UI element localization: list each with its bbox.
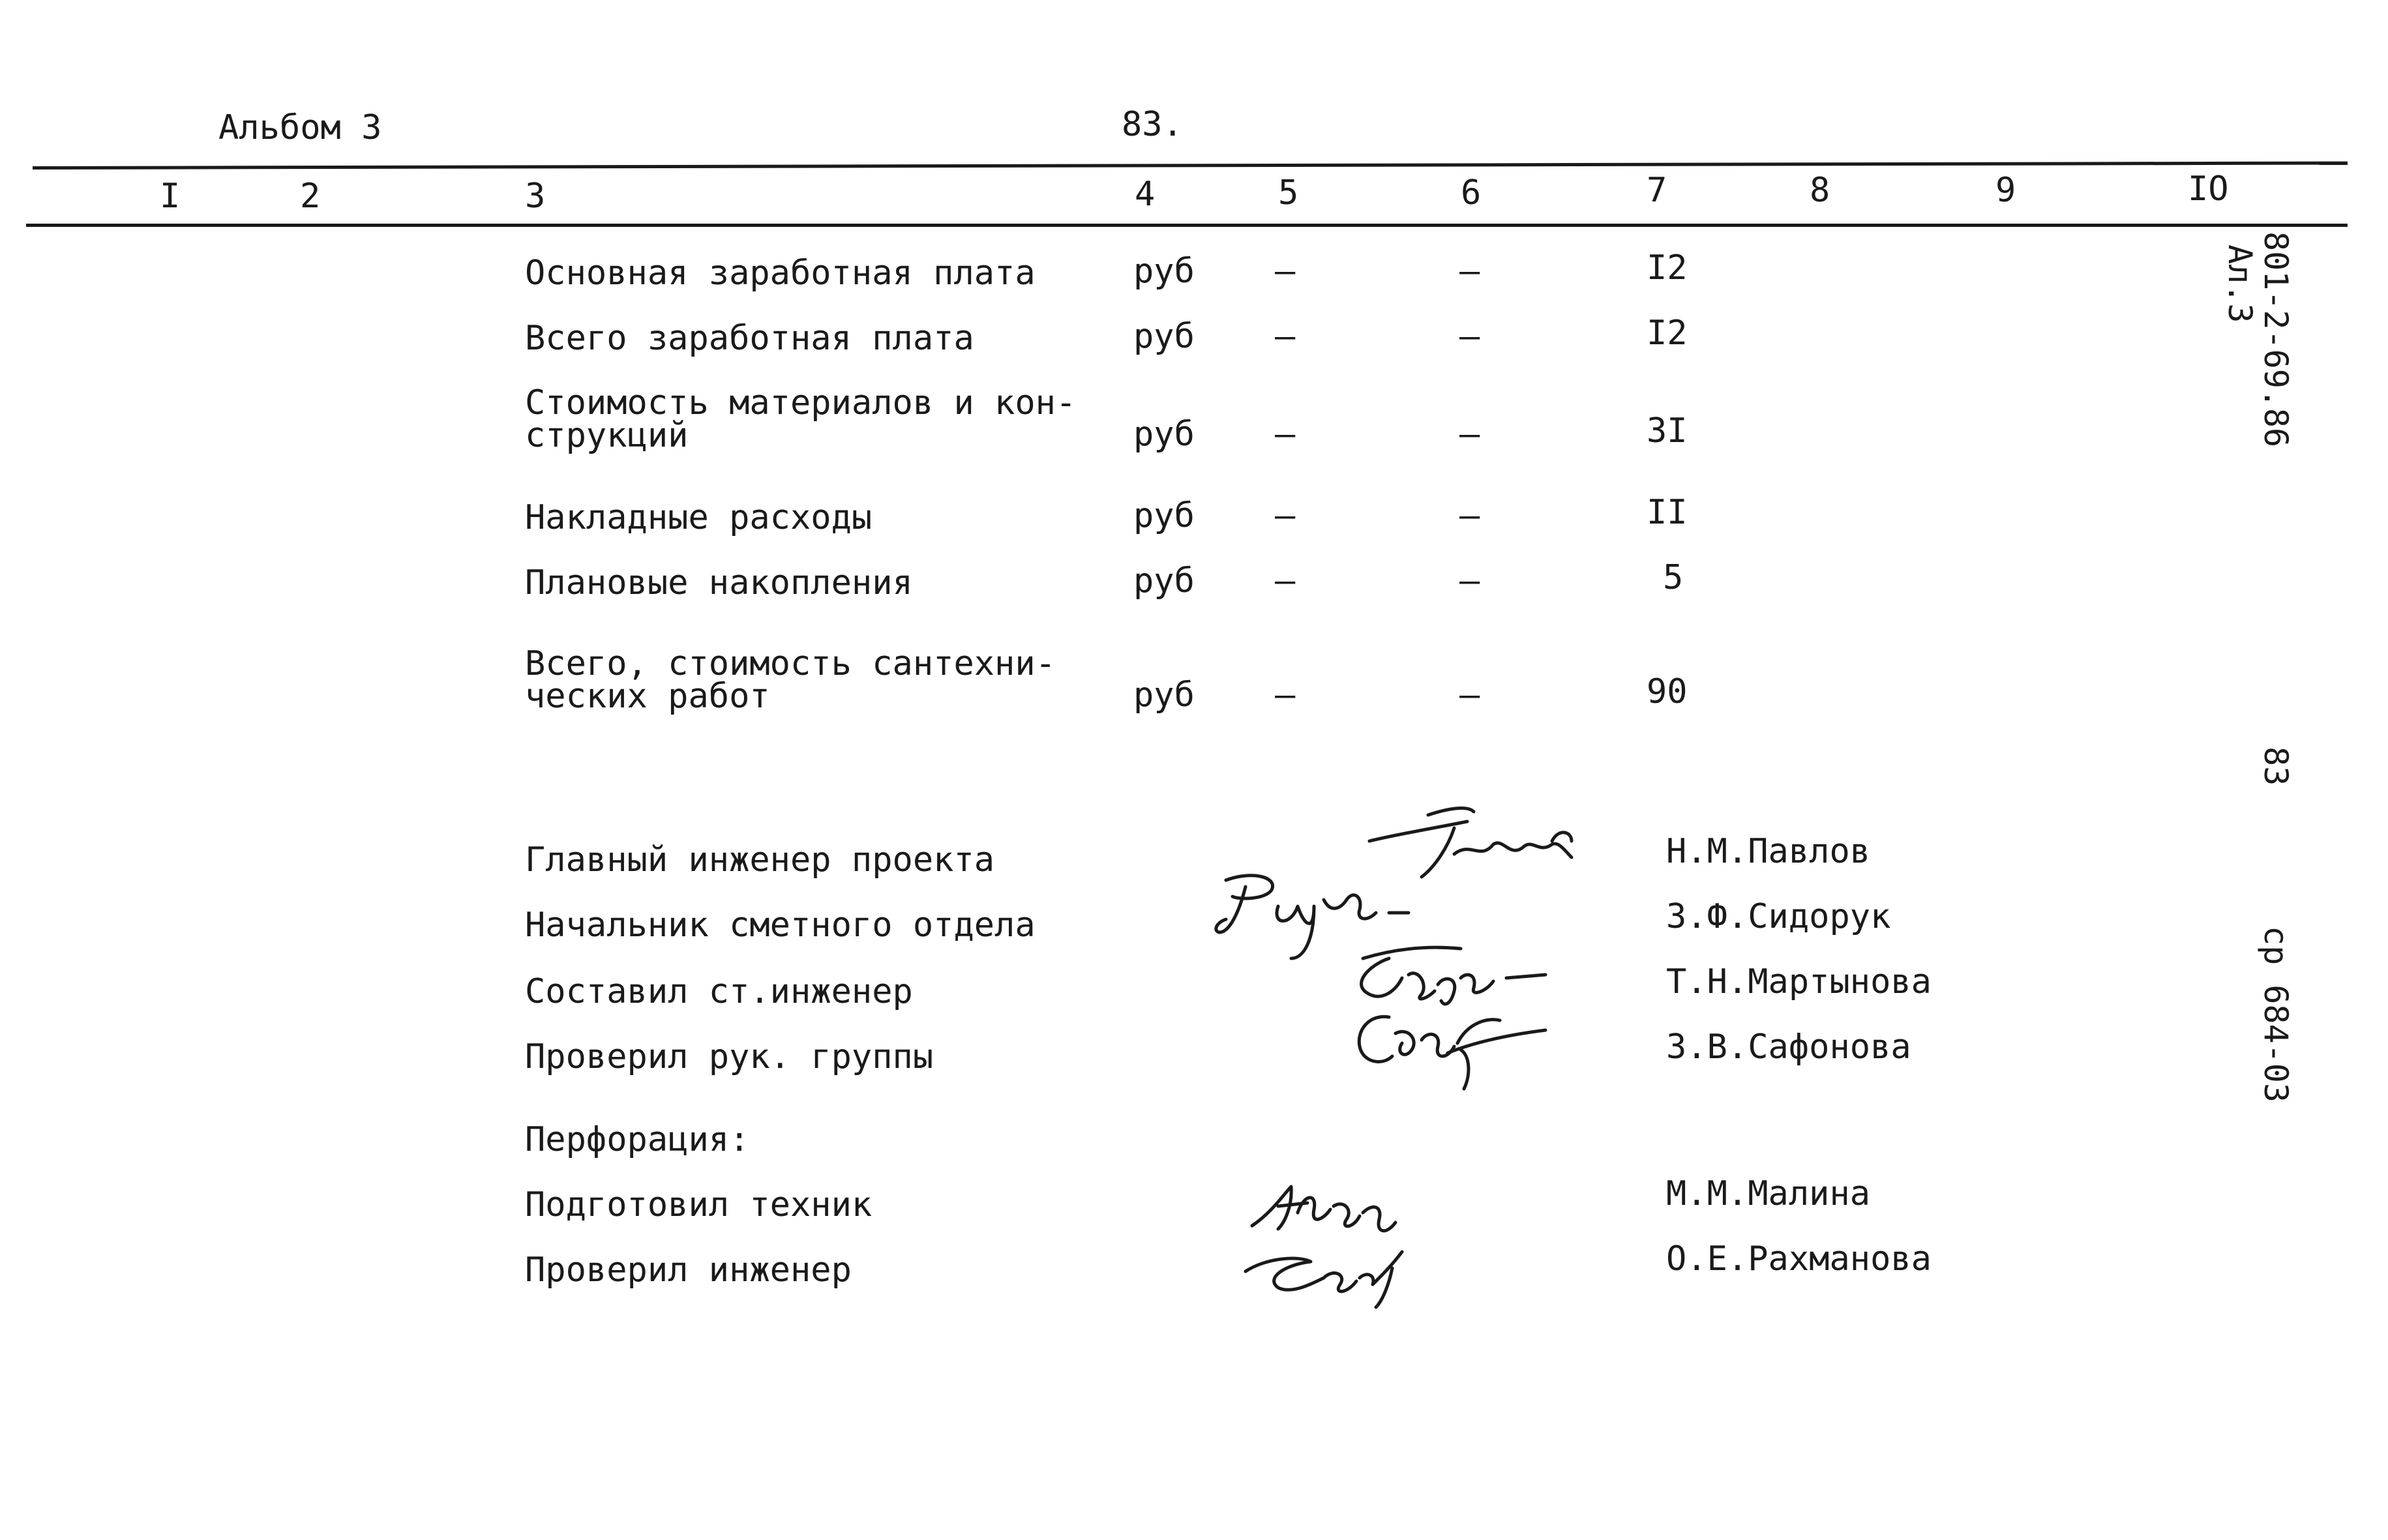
signature-role: Проверил инженер xyxy=(525,1251,852,1290)
signature-name: О.Е.Рахманова xyxy=(1666,1239,1932,1279)
row-col6: – xyxy=(1459,252,1480,291)
row-col6: – xyxy=(1459,317,1480,356)
col-header-9: 9 xyxy=(1995,171,2016,210)
row-unit: руб xyxy=(1133,317,1195,356)
row-name: Всего, стоимость сантехни-ческих работ xyxy=(525,644,1056,716)
signature-name: М.М.Малина xyxy=(1666,1174,1871,1213)
side-doc-number: ср 684-03 xyxy=(2257,926,2295,1103)
col-header-5: 5 xyxy=(1278,173,1299,213)
col-header-3: 3 xyxy=(525,177,546,216)
signature-role: Начальник сметного отдела xyxy=(525,906,1036,945)
album-label: Альбом 3 xyxy=(218,108,382,147)
header-bottom-rule xyxy=(26,224,2348,227)
handwritten-signature-malina xyxy=(1246,1174,1415,1239)
signature-name: З.В.Сафонова xyxy=(1666,1028,1911,1067)
row-col7: 90 xyxy=(1647,672,1688,711)
col-header-7: 7 xyxy=(1647,171,1667,210)
signature-name: З.Ф.Сидорук xyxy=(1666,897,1891,936)
signature-role: Проверил рук. группы xyxy=(525,1037,934,1076)
perforation-label: Перфорация: xyxy=(525,1120,750,1159)
row-unit: руб xyxy=(1133,675,1195,715)
signature-role: Составил ст.инженер xyxy=(525,972,913,1011)
row-col7: I2 xyxy=(1647,314,1688,353)
row-name: Плановые накопления xyxy=(525,563,913,602)
row-unit: руб xyxy=(1133,415,1195,454)
row-col5: – xyxy=(1275,496,1296,535)
row-col5: – xyxy=(1275,561,1296,600)
side-page-number: 83 xyxy=(2257,747,2295,786)
side-album: Ал.3 xyxy=(2221,244,2259,323)
side-code: 801-2-69.86 xyxy=(2257,231,2295,448)
row-col7: 3I xyxy=(1647,411,1688,451)
row-name: Накладные расходы xyxy=(525,498,873,537)
handwritten-signature-safonova xyxy=(1330,1004,1552,1095)
page-number: 83. xyxy=(1122,105,1183,144)
col-header-1: I xyxy=(160,177,181,216)
signature-name: Н.М.Павлов xyxy=(1666,832,1871,871)
row-col6: – xyxy=(1459,561,1480,600)
row-col7: II xyxy=(1647,493,1688,532)
row-col5: – xyxy=(1275,415,1296,454)
row-unit: руб xyxy=(1133,252,1195,291)
row-unit: руб xyxy=(1133,496,1195,535)
signature-role: Подготовил техник xyxy=(525,1185,873,1224)
handwritten-signature-martynova xyxy=(1330,939,1552,1011)
row-col7: I2 xyxy=(1647,248,1688,288)
row-name: Основная заработная плата xyxy=(525,254,1036,293)
row-name: Стоимость материалов и кон-струкций xyxy=(525,383,1077,455)
row-col5: – xyxy=(1275,317,1296,356)
row-unit: руб xyxy=(1133,561,1195,600)
col-header-10: IO xyxy=(2188,170,2229,209)
col-header-8: 8 xyxy=(1810,171,1830,210)
row-col6: – xyxy=(1459,415,1480,454)
col-header-2: 2 xyxy=(300,177,321,216)
handwritten-signature-rakhmanova xyxy=(1232,1239,1415,1310)
row-col5: – xyxy=(1275,675,1296,715)
row-col5: – xyxy=(1275,252,1296,291)
header-top-rule xyxy=(33,162,2348,170)
row-col7: 5 xyxy=(1663,558,1684,597)
signature-role: Главный инженер проекта xyxy=(525,840,995,880)
row-col6: – xyxy=(1459,675,1480,715)
row-name: Всего заработная плата xyxy=(525,319,974,358)
col-header-6: 6 xyxy=(1461,173,1482,213)
signature-name: Т.Н.Мартынова xyxy=(1666,962,1932,1001)
row-col6: – xyxy=(1459,496,1480,535)
col-header-4: 4 xyxy=(1135,175,1156,214)
